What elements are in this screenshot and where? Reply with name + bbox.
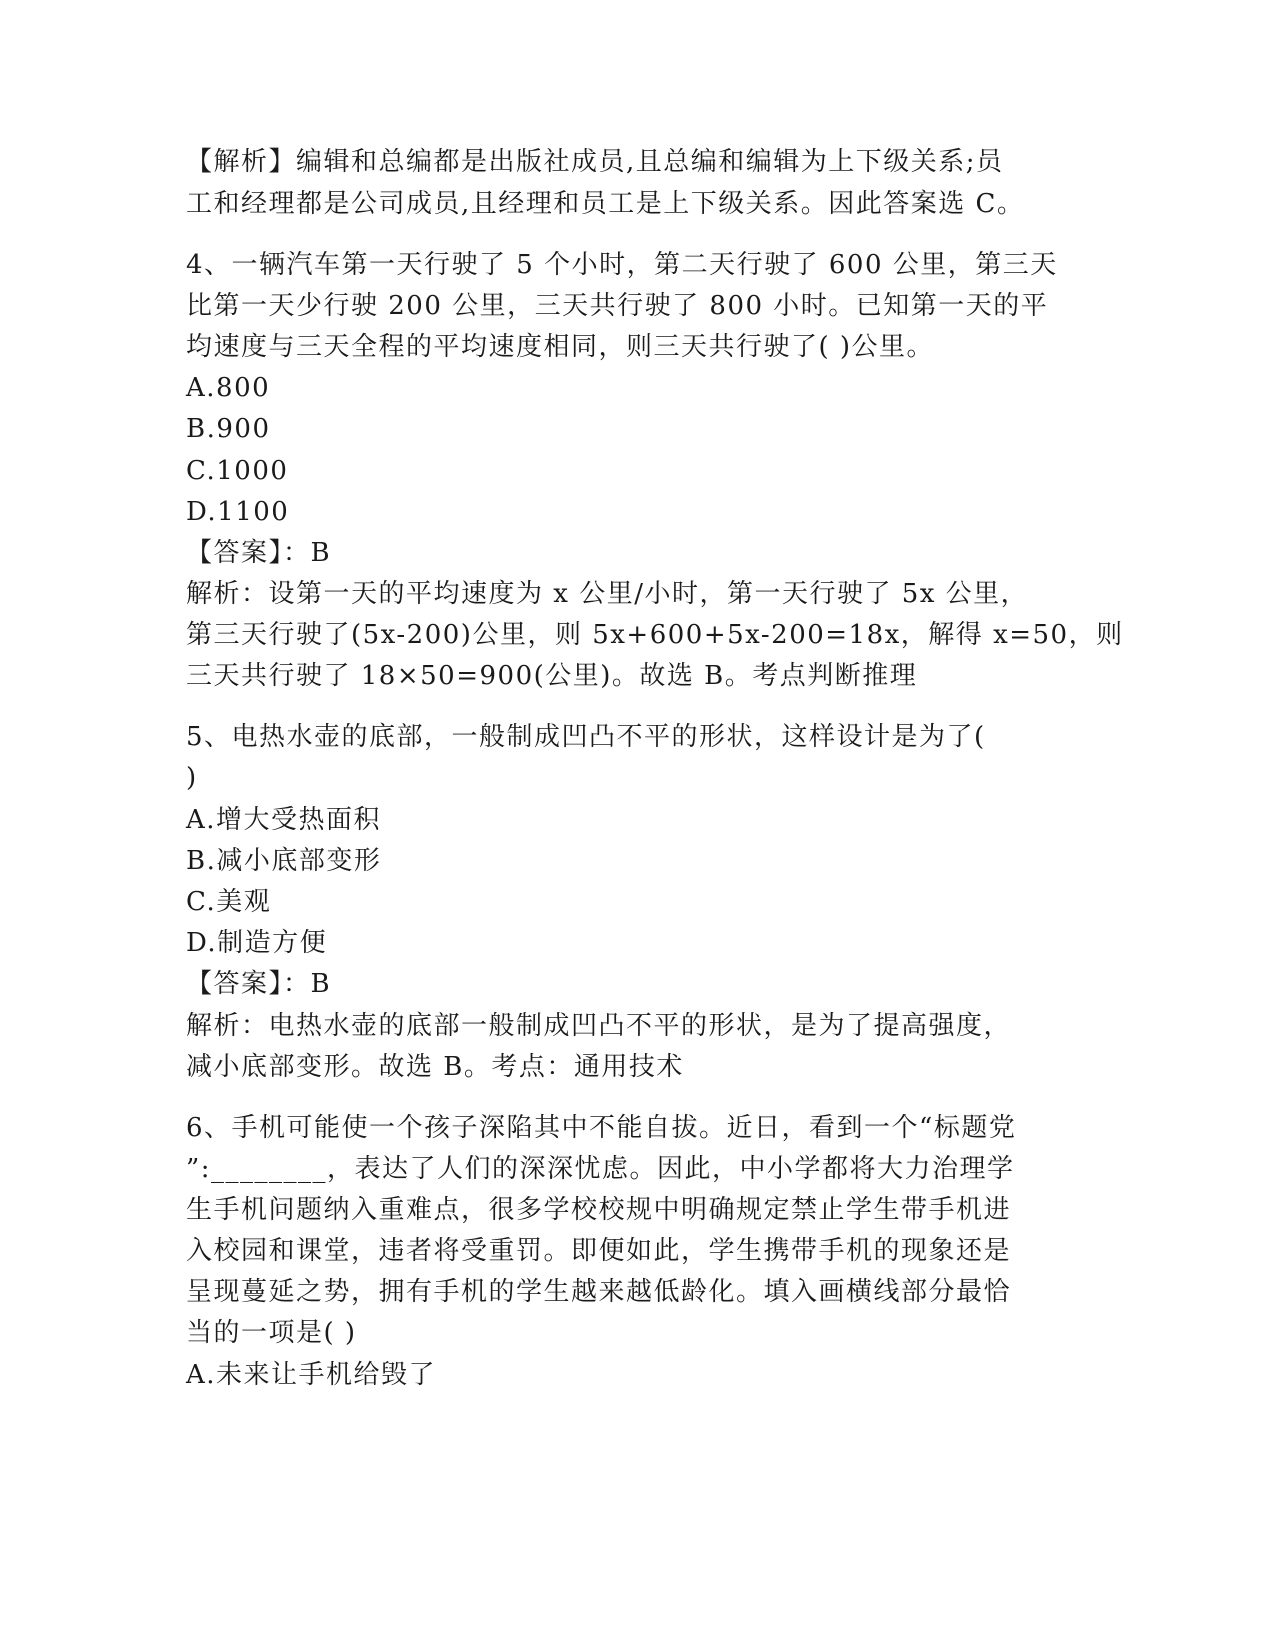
analysis-line: 解析：电热水壶的底部一般制成凹凸不平的形状，是为了提高强度，: [186, 1011, 1012, 1041]
option-a: A.未来让手机给毁了: [186, 1360, 437, 1390]
analysis-line: 三天共行驶了 18×50=900(公里)。故选 B。考点判断推理: [186, 661, 918, 691]
question-6-stem: 入校园和课堂，违者将受重罚。即便如此，学生携带手机的现象还是: [186, 1236, 1012, 1266]
option-d: D.1100: [186, 497, 290, 527]
option-a: A.800: [186, 373, 271, 403]
option-b: B.900: [186, 414, 271, 444]
question-5-stem: 5、电热水壶的底部，一般制成凹凸不平的形状，这样设计是为了(: [186, 722, 986, 752]
question-6-stem: 生手机问题纳入重难点，很多学校校规中明确规定禁止学生带手机进: [186, 1195, 1012, 1225]
answer-line: 【答案】：B: [186, 538, 332, 568]
question-6-stem: 当的一项是( ): [186, 1318, 357, 1348]
option-d: D.制造方便: [186, 928, 328, 958]
analysis-line: 第三天行驶了(5x-200)公里，则 5x+600+5x-200=18x，解得 x=50，则: [186, 620, 1124, 650]
question-6-stem: ”:________，表达了人们的深深忧虑。因此，中小学都将大力治理学: [186, 1154, 1015, 1184]
question-6-stem: 6、手机可能使一个孩子深陷其中不能自拔。近日，看到一个“标题党: [186, 1113, 1017, 1143]
question-6-stem: 呈现蔓延之势，拥有手机的学生越来越低龄化。填入画横线部分最恰: [186, 1277, 1012, 1307]
question-5-stem: ): [186, 763, 198, 793]
option-b: B.减小底部变形: [186, 846, 382, 876]
option-c: C.1000: [186, 456, 289, 486]
analysis-line: 减小底部变形。故选 B。考点：通用技术: [186, 1052, 684, 1082]
question-4-stem: 比第一天少行驶 200 公里，三天共行驶了 800 小时。已知第一天的平: [186, 291, 1049, 321]
question-4-stem: 均速度与三天全程的平均速度相同，则三天共行驶了( )公里。: [186, 332, 935, 362]
analysis-line: 工和经理都是公司成员,且经理和员工是上下级关系。因此答案选 C。: [186, 189, 1025, 219]
option-c: C.美观: [186, 887, 272, 917]
analysis-line: 【解析】编辑和总编都是出版社成员,且总编和编辑为上下级关系;员: [186, 147, 1004, 177]
option-a: A.增大受热面积: [186, 805, 382, 835]
analysis-line: 解析：设第一天的平均速度为 x 公里/小时，第一天行驶了 5x 公里，: [186, 579, 1029, 609]
answer-line: 【答案】：B: [186, 969, 332, 999]
question-4-stem: 4、一辆汽车第一天行驶了 5 个小时，第二天行驶了 600 公里，第三天: [186, 250, 1058, 280]
